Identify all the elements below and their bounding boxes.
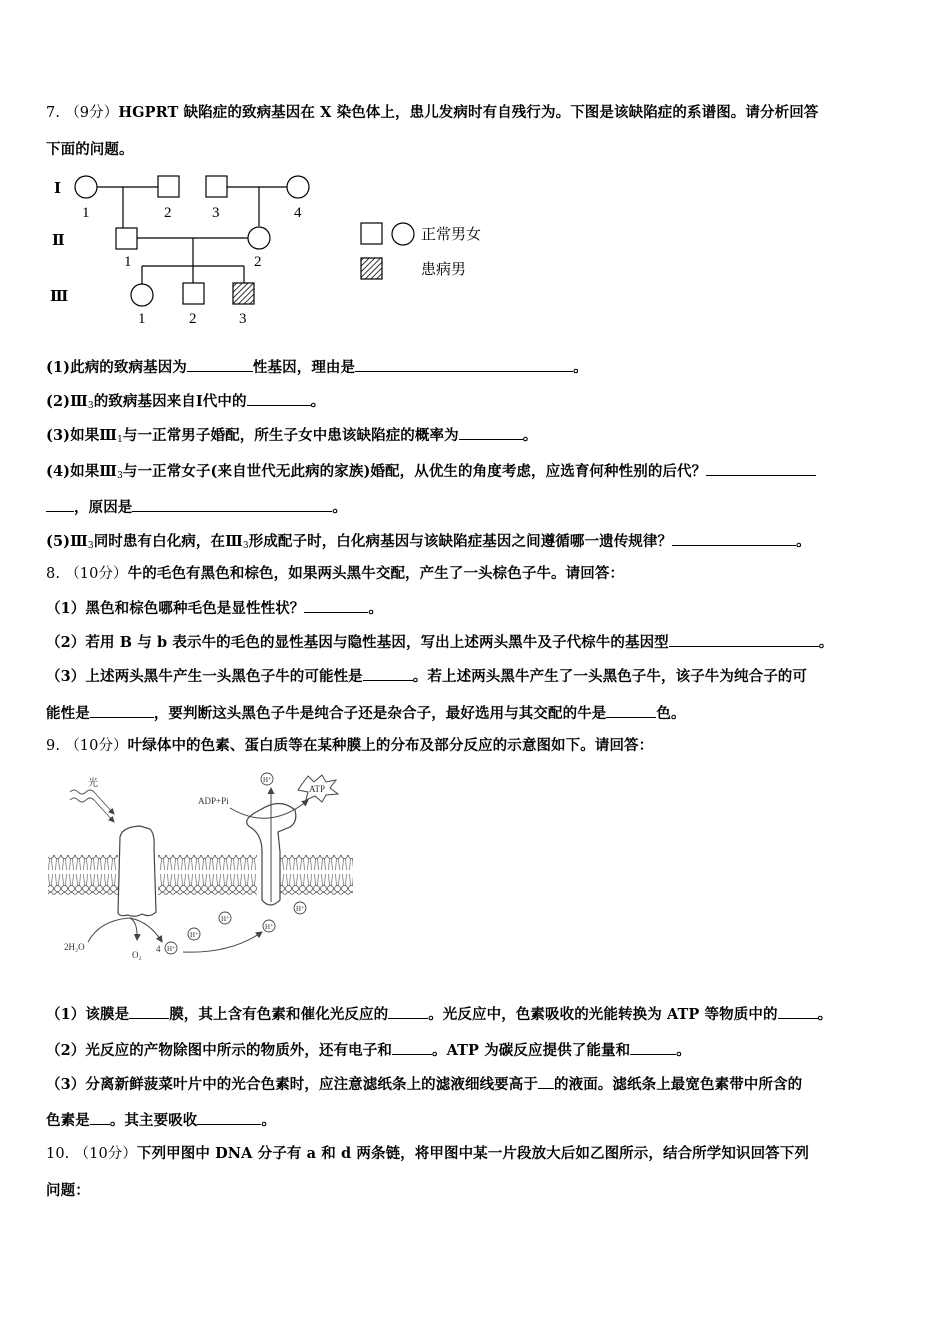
answer-blank[interactable] — [304, 598, 368, 613]
svg-text:1: 1 — [124, 254, 132, 270]
lipid-bilayer-right — [276, 855, 353, 895]
answer-blank[interactable] — [247, 391, 311, 406]
q10-stem-line1: 10. （10分）下列甲图中 DNA 分子有 a 和 d 两条链，将甲图中某一片段放大后如乙图所示，结合所学知识回答下列 — [46, 1145, 809, 1162]
q10-stem-line2: 问题： — [46, 1182, 90, 1199]
q7-number: 7. — [46, 105, 61, 121]
q7-sub5: $(5)Ⅲ_3$同时患有白化病，在$Ⅲ_3$形成配子时，白化病基因与该缺陷症基因之间遵循哪一遗传规律？ 。 — [46, 533, 811, 551]
svg-text:H⁺: H⁺ — [221, 915, 230, 923]
svg-text:H⁺: H⁺ — [190, 931, 199, 939]
svg-text:2: 2 — [254, 254, 262, 270]
lipid-bilayer-middle — [158, 855, 257, 895]
answer-blank[interactable] — [197, 1110, 261, 1125]
answer-blank[interactable] — [363, 666, 413, 681]
svg-text:H⁺: H⁺ — [263, 776, 272, 784]
answer-blank[interactable] — [388, 1004, 428, 1019]
pedigree-I1-female — [75, 176, 97, 198]
pedigree-I2-male — [158, 176, 179, 197]
answer-blank[interactable] — [669, 632, 819, 647]
q10-score: （10分） — [74, 1146, 137, 1162]
svg-text:1: 1 — [138, 311, 146, 327]
svg-text:4: 4 — [156, 944, 161, 954]
q9-sub3-line1: （3）分离新鲜菠菜叶片中的光合色素时，应注意滤纸条上的滤液细线要高于 的液面。滤纸条上最宽色素带中所含的 — [46, 1076, 803, 1093]
q7-sub2: $(2)Ⅲ_3$的致病基因来自Ⅰ代中的 。 — [46, 393, 326, 411]
pedigree-III3-affected-male — [233, 283, 254, 304]
svg-text:1: 1 — [82, 205, 90, 221]
photosystem-protein — [118, 826, 156, 916]
gen-label-I: Ⅰ — [54, 181, 62, 197]
q7-stem-text: HGPRT 缺陷症的致病基因在 X 染色体上，患儿发病时有自残行为。下图是该缺陷症的系谱图。请分析回答 — [118, 104, 819, 121]
answer-blank[interactable] — [129, 1004, 169, 1019]
answer-blank[interactable] — [778, 1004, 818, 1019]
answer-blank[interactable] — [538, 1074, 554, 1089]
pedigree-II2-female — [248, 227, 270, 249]
answer-blank[interactable] — [672, 531, 796, 546]
q9-sub2: （2）光反应的产物除图中所示的物质外，还有电子和 。ATP 为碳反应提供了能量和 。 — [46, 1042, 691, 1059]
q7-sub1: (1)此病的致病基因为 性基因，理由是 。 — [46, 359, 588, 376]
q9-score: （10分） — [65, 738, 128, 754]
thylakoid-membrane-diagram — [40, 772, 370, 967]
legend-affected-label: 患病男 — [421, 262, 467, 278]
answer-blank[interactable] — [392, 1040, 432, 1055]
oxygen-label: O₂ — [132, 950, 142, 960]
svg-text:4: 4 — [294, 205, 302, 221]
water-label: 2H₂O — [64, 942, 85, 952]
answer-blank[interactable] — [630, 1040, 676, 1055]
answer-blank[interactable] — [355, 357, 573, 372]
q8-sub3-line1: （3）上述两头黑牛产生一头黑色子牛的可能性是 。若上述两头黑牛产生了一头黑色子牛，该子牛为纯合子的可 — [46, 668, 807, 685]
svg-text:2: 2 — [189, 311, 197, 327]
q7-stem-line2: 下面的问题。 — [46, 141, 134, 158]
answer-blank[interactable] — [90, 1110, 110, 1125]
svg-text:3: 3 — [212, 205, 220, 221]
pedigree-chart — [40, 168, 520, 333]
gen-label-II: Ⅱ — [52, 233, 65, 249]
q7-sub4-line2: ，原因是 。 — [46, 497, 910, 518]
q9-number: 9. — [46, 738, 61, 754]
answer-blank[interactable] — [706, 461, 816, 476]
pedigree-II1-male — [116, 228, 137, 249]
legend-affected-male-icon — [361, 258, 382, 279]
q7-score: （9分） — [65, 105, 119, 121]
q8-stem: 8. （10分）牛的毛色有黑色和棕色，如果两头黑牛交配，产生了一头棕色子牛。请回答： — [46, 565, 625, 582]
q8-sub3-line2: 能性是 ，要判断这头黑色子牛是纯合子还是杂合子，最好选用与其交配的牛是 色。 — [46, 705, 686, 722]
lipid-bilayer-left — [48, 855, 118, 895]
q7-sub4-line1: (4)如果$Ⅲ_3$与一正常女子(来自世代无此病的家族)婚配，从优生的角度考虑，应选育何种性别的后代？ — [46, 461, 910, 486]
adp-pi-label: ADP+Pi — [198, 796, 229, 806]
svg-text:H⁺: H⁺ — [265, 923, 274, 931]
light-label: 光 — [88, 778, 98, 789]
gen-label-III: Ⅲ — [50, 289, 69, 305]
q8-sub1: （1）黑色和棕色哪种毛色是显性性状？ 。 — [46, 600, 383, 617]
svg-text:3: 3 — [239, 311, 247, 327]
q9-stem: 9. （10分）叶绿体中的色素、蛋白质等在某种膜上的分布及部分反应的示意图如下。请回答： — [46, 737, 654, 754]
q9-sub3-line2: 色素是 。其主要吸收 。 — [46, 1112, 277, 1129]
pedigree-I3-male — [206, 176, 227, 197]
svg-text:H⁺: H⁺ — [167, 945, 176, 953]
q8-sub2: （2）若用 B 与 b 表示牛的毛色的显性基因与隐性基因，写出上述两头黑牛及子代棕牛的基因型 。 — [46, 634, 834, 651]
legend-normal-female-icon — [392, 223, 414, 245]
atp-label: ATP — [309, 784, 326, 794]
q9-sub1: （1）该膜是 膜，其上含有色素和催化光反应的 。光反应中，色素吸收的光能转换为 ATP 等物质中的 。 — [46, 1006, 833, 1023]
q8-number: 8. — [46, 566, 61, 582]
answer-blank[interactable] — [46, 497, 74, 512]
q7-sub3: (3)如果$Ⅲ_1$与一正常男子婚配，所生子女中患该缺陷症的概率为 。 — [46, 427, 538, 445]
q7-stem-line1 — [46, 103, 910, 123]
pedigree-I4-female — [287, 176, 309, 198]
answer-blank[interactable] — [187, 357, 253, 372]
pedigree-III2-male — [183, 283, 204, 304]
pedigree-III1-female — [131, 284, 153, 306]
answer-blank[interactable] — [132, 497, 332, 512]
legend-normal-label: 正常男女 — [421, 227, 482, 243]
answer-blank[interactable] — [459, 425, 523, 440]
svg-text:2: 2 — [164, 205, 172, 221]
q8-score: （10分） — [65, 566, 128, 582]
answer-blank[interactable] — [606, 703, 656, 718]
legend-normal-male-icon — [361, 223, 382, 244]
q10-number: 10. — [46, 1146, 70, 1162]
answer-blank[interactable] — [90, 703, 154, 718]
svg-text:H⁺: H⁺ — [296, 905, 305, 913]
